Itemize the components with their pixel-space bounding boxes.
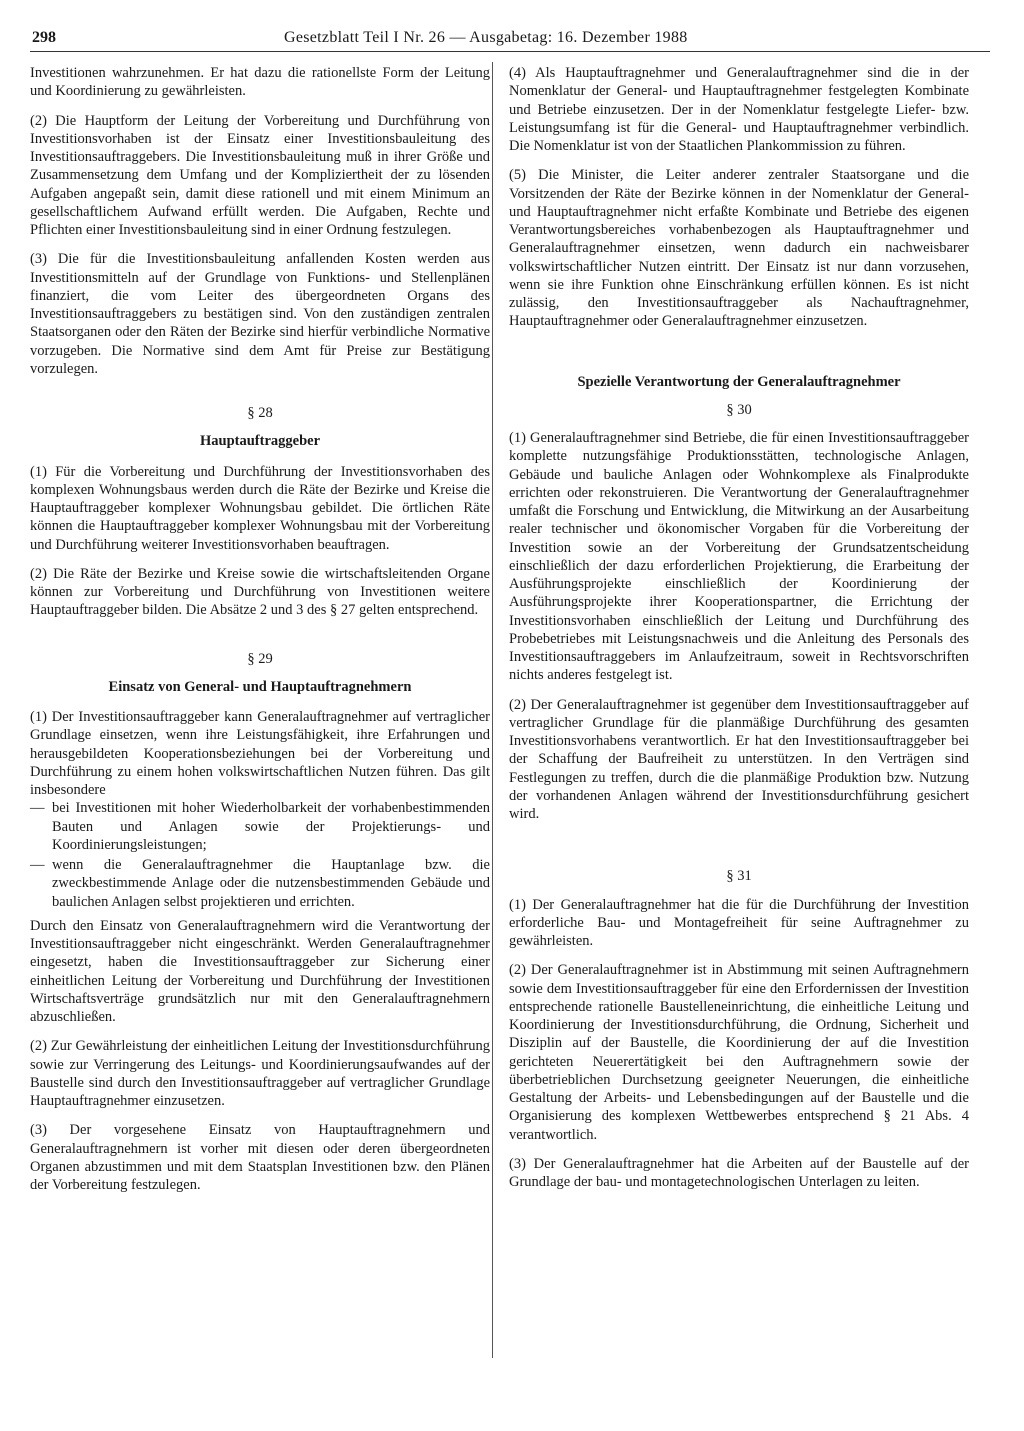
list-item — [30, 856, 490, 911]
paragraph-27-3: (3) Die für die Investitionsbauleitung anfallenden Kosten werden aus Investitionsmitteln auf der Grundlage von Funktions- und Stellenplänen finanziert, die vom Leiter des übergeordneten Organs des Investitionsauftraggebers zu bestätigen sind. Von den zuständigen zentralen Staatsorganen oder den Räten der Bezirke sind hierfür verbindliche Normative vorzugeben. Die Normative sind dem Amt für Preise zur Bestätigung vorzulegen. — [30, 251, 490, 377]
paragraph-31-2: (2) Der Generalauftragnehmer ist in Abstimmung mit seinen Auftragnehmern sowie dem Investitionsauftraggeber für eine den Erfordernissen der Investition entsprechende rationelle Baustelleneinrichtung, die einheitliche Leitung und Koordinierung der Investitionsdurchführung, die Ordnung, Sicherheit und Disziplin auf der Baustelle, die Koordinierung der auf die Investition gerichteten Neuerertätigkeit bei den Auftragnehmern sowie der überbetrieblichen Durchsetzung geeigneter Neuerungen, die einheitliche Gestaltung der Arbeits- und Lebensbedingungen auf der Baustelle und die Organisierung des komplexen Wettbewerbes entsprechend § 21 Abs. 4 verantwortlich. — [509, 962, 969, 1143]
paragraph-30-1: (1) Generalauftragnehmer sind Betriebe, die für einen Investitionsauftraggeber komplette nutzungsfähige Produktionsstätten, technologische Anlagen, Gebäude und bauliche Anlagen oder Wohnkomplexe als Finalprodukte errichten oder rekonstruieren. Die Verantwortung der Generalauftragnehmer umfaßt die Forschung und Entwicklung, die Mitwirkung an der Ausarbeitung realer technischer und ökonomischer Vorgaben für die Vorbereitung der Investition sowie an der Vorbereitung der Grundsatzentscheidung einschließlich der dazu erforderlichen Projektierung, die Erarbeitung der Ausführungsprojekte einschließlich der Koordinierung der Ausführungsprojekte ihrer Kooperationspartner, die Errichtung der Investitionsvorhaben einschließlich der Leitung und Durchführung des Probebetriebes mit Leistungsnachweis und die Anleitung des Personals des Investitionsauftraggebers im Anlaufzeitraum, soweit in Rechtsvorschriften nichts anderes festgelegt ist. — [509, 430, 969, 684]
paragraph-29-4: (4) Als Hauptauftragnehmer und Generalauftragnehmer sind die in der Nomenklatur der General- und Hauptauftragnehmer festgelegten Kombinate und Betriebe einzusetzen. Der in der Nomenklatur festgelegte Liefer- bzw. Leistungsumfang ist für die General- und Hauptauftragnehmer verbindlich. Die Nomenklatur ist von der Staatlichen Plankommission zu führen. — [509, 65, 969, 154]
paragraph-28-2: (2) Die Räte der Bezirke und Kreise sowie die wirtschaftsleitenden Organe können zur Vorbereitung und Durchführung von Investitionen weitere Hauptauftraggeber bilden. Die Absätze 2 und 3 des § 27 gelten entsprechend. — [30, 565, 490, 619]
section-31-heading: § 31 — [726, 868, 752, 885]
paragraph-29-1: (1) Der Investitionsauftraggeber kann Generalauftragnehmer auf vertraglicher Grundlage einsetzen, wenn ihre Leistungsfähigkeit, ihre Erfahrungen und herausgebildeten Kooperationsbeziehungen bei der Vorbereitung und Durchführung zu einem hohen volkswirtschaftlichen Nutzen führen. Das gilt insbesondere — [30, 709, 490, 798]
section-28-heading: § 28 — [247, 405, 273, 421]
section-29-title: Einsatz von General- und Hauptauftragnehmern — [108, 678, 412, 695]
dash-bullet: — — [30, 857, 45, 873]
paragraph-29-5: (5) Die Minister, die Leiter anderer zentraler Staatsorgane und die Vorsitzenden der Räte der Bezirke können in der Nomenklatur der General- und Hauptauftragnehmer nicht erfaßte Kombinate und Betriebe des eigenen Verantwortungsbereiches vorhabenbezogen als Hauptauftragnehmer und Generalauftragnehmer einsetzen, wenn dadurch ein nachweisbarer volkswirtschaftlicher Nutzen eintritt. Der Einsatz ist nur dann vorzusehen, wenn sie ihre Funktion ohne Einschränkung erfüllen können. Es ist nicht zulässig, den Investitionsauftraggeber als Nachauftragnehmer, Hauptauftragnehmer oder Generalauftragnehmer einzusetzen. — [509, 167, 969, 330]
left-column — [30, 64, 490, 1205]
paragraph-29-1-continuation: Durch den Einsatz von Generalauftragnehmern wird die Verantwortung der Investitionsauftraggeber nicht eingeschränkt. Werden Generalauftragnehmer eingesetzt, haben die Investitionsauftraggeber zur Sicherung einer einheitlichen Leitung der Vorbereitung und Durchführung der Investitionen Wirtschaftsverträge grundsätzlich nur mit den Generalauftragnehmern abzuschließen. — [30, 917, 490, 1025]
paragraph-30-2: (2) Der Generalauftragnehmer ist gegenüber dem Investitionsauftraggeber auf vertraglicher Grundlage für die planmäßige Durchführung des gesamten Investitionsvorhabens verantwortlich. Er hat den Investitionsauftraggeber bei der Schaffung der Baufreiheit zu unterstützen. In den Verträgen sind Festlegungen zu treffen, durch die die planmäßige Produktion bzw. Nutzung der vorhandenen Anlagen während der Investitionsdurchführung gesichert wird. — [509, 696, 969, 822]
paragraph-28-1: (1) Für die Vorbereitung und Durchführung der Investitionsvorhaben des komplexen Wohnungsbaus werden durch die Räte der Bezirke und Kreise die Hauptauftraggeber komplexer Wohnungsbau gebildet. Die örtlichen Räte können die Hauptauftraggeber komplexer Wohnungsbau mit der Vorbereitung und Durchführung weiterer Investitionsvorhaben beauftragen. — [30, 463, 490, 553]
paragraph-31-3: (3) Der Generalauftragnehmer hat die Arbeiten auf der Baustelle auf der Grundlage der bau- und montagetechnologischen Unterlagen zu leiten. — [509, 1155, 969, 1190]
column-divider — [492, 62, 493, 1358]
dash-list — [30, 799, 490, 911]
paragraph-31-1: (1) Der Generalauftragnehmer hat die für die Durchführung der Investition erforderliche Bau- und Montagefreiheit für seine Auftragnehmer zu gewährleisten. — [509, 896, 969, 949]
right-column — [509, 64, 969, 1202]
section-30-heading: § 30 — [726, 401, 752, 418]
section-29-heading: § 29 — [247, 650, 273, 667]
section-30-title: Spezielle Verantwortung der Generalauftragnehmer — [577, 373, 901, 390]
dash-bullet: — — [30, 800, 45, 817]
list-item-text: bei Investitionen mit hoher Wiederholbarkeit der vorhabenbestimmenden Bauten und Anlagen sowie der Projektierungs- und Koordinierungsleistungen; — [52, 800, 490, 853]
page-number: 298 — [32, 29, 56, 46]
list-item-text: wenn die Generalauftragnehmer die Hauptanlage bzw. die zweckbestimmende Anlage oder die nutzensbestimmenden Gebäude und baulichen Anlagen selbst projektieren und errichten. — [52, 857, 490, 910]
page-header — [30, 25, 990, 52]
paragraph-29-2: (2) Zur Gewährleistung der einheitlichen Leitung der Investitionsdurchführung sowie zur Verringerung des Leitungs- und Koordinierungsaufwandes auf der Baustelle sind durch den Investitionsauftraggeber auf vertraglicher Grundlage Hauptauftragnehmer einzusetzen. — [30, 1038, 490, 1109]
gazette-title: Gesetzblatt Teil I Nr. 26 — Ausgabetag: 16. Dezember 1988 — [284, 29, 688, 46]
section-28-title: Hauptauftraggeber — [199, 433, 320, 450]
paragraph-29-3: (3) Der vorgesehene Einsatz von Hauptauftragnehmern und Generalauftragnehmern ist vorher mit diesen oder deren übergeordneten Organen abzustimmen und mit dem Staatsplan Investitionen bzw. den Plänen der Vorbereitung festzulegen. — [30, 1122, 490, 1193]
list-item — [30, 799, 490, 854]
paragraph-27-2: (2) Die Hauptform der Leitung der Vorbereitung und Durchführung von Investitionsvorhaben ist der Einsatz einer Investitionsbauleitung des Investitionsauftraggebers. Die Investitionsbauleitung muß in ihrer Größe und Zusammensetzung dem Umfang und der Kompliziertheit der zu lösenden Aufgaben angepaßt sein, damit diese rationell und mit einem Minimum an gesellschaftlichem Aufwand erfüllt werden. Die Aufgaben, Rechte und Pflichten einer Investitionsbauleitung sind in einer Ordnung festzulegen. — [30, 112, 490, 238]
paragraph-continuation: Investitionen wahrzunehmen. Er hat dazu die rationellste Form der Leitung und Koordinierung zu gewährleisten. — [30, 65, 490, 100]
